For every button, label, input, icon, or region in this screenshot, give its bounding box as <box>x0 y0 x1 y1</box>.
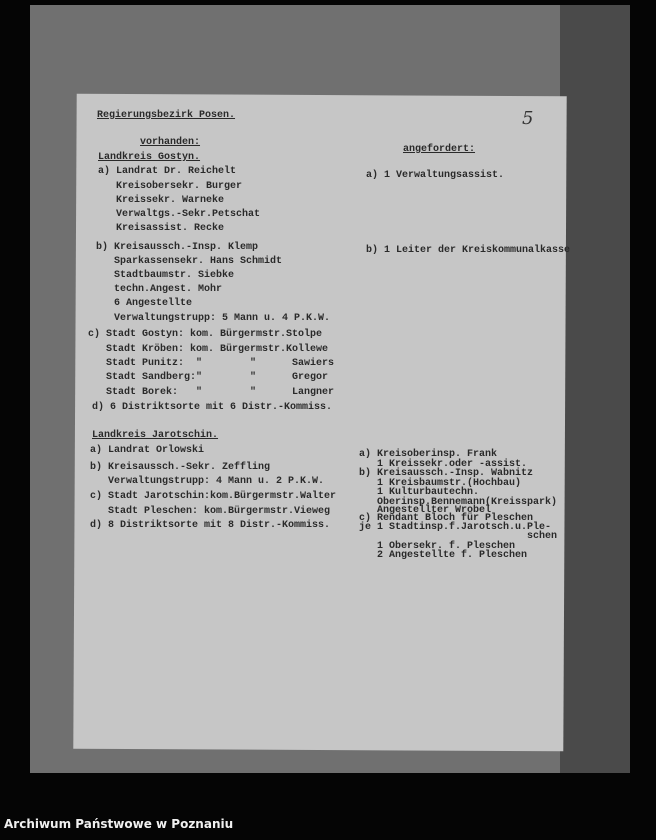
jarotschin-requested-item: 1 Obersekr. f. Pleschen <box>359 541 516 552</box>
gostyn-present-item: Verwaltgs.-Sekr.Petschat <box>98 209 261 220</box>
jarotschin-requested-item: Oberinsp.Bennemann(Kreisspark) <box>359 497 558 508</box>
jarotschin-present-item: a) Landrat Orlowski <box>90 445 205 456</box>
jarotschin-present-item: Stadt Pleschen: kom.Bürgermstr.Vieweg <box>90 506 331 517</box>
gostyn-requested-item: a) 1 Verwaltungsassist. <box>366 170 505 181</box>
jarotschin-requested-item: Angestellter Wrobel <box>359 505 492 516</box>
page-number: 5 <box>522 108 534 129</box>
heading-vorhanden: vorhanden: <box>140 137 201 148</box>
gostyn-present-item: Stadt Borek: " " Langner <box>88 387 335 398</box>
heading-angefordert: angefordert: <box>403 144 476 155</box>
jarotschin-requested-item: schen <box>359 531 558 542</box>
jarotschin-requested-item: 1 Kreissekr.oder -assist. <box>359 459 528 470</box>
jarotschin-present-item: Verwaltungstrupp: 4 Mann u. 2 P.K.W. <box>90 476 325 487</box>
jarotschin-requested-item: 1 Kreisbaumstr.(Hochbau) <box>359 478 522 489</box>
jarotschin-requested-item: b) Kreisaussch.-Insp. Wabnitz <box>359 468 534 479</box>
jarotschin-requested-item: 2 Angestellte f. Pleschen <box>359 550 528 561</box>
gostyn-present-item: Stadt Punitz: " " Sawiers <box>88 358 335 369</box>
gostyn-present-item: d) 6 Distriktsorte mit 6 Distr.-Kommiss. <box>92 402 333 413</box>
gostyn-present-item: Sparkassensekr. Hans Schmidt <box>96 256 283 267</box>
film-shadow <box>560 5 630 773</box>
document-page <box>73 94 566 752</box>
gostyn-present-item: b) Kreisaussch.-Insp. Klemp <box>96 242 259 253</box>
gostyn-present-item: a) Landrat Dr. Reichelt <box>98 166 237 177</box>
jarotschin-requested-item: c) Rendant Bloch für Pleschen <box>359 513 534 524</box>
jarotschin-requested-item: a) Kreisoberinsp. Frank <box>359 449 498 460</box>
gostyn-present-item: Stadtbaumstr. Siebke <box>96 270 235 281</box>
archive-footer: Archiwum Państwowe w Poznaniu <box>4 817 234 831</box>
gostyn-present-item: techn.Angest. Mohr <box>96 284 223 295</box>
gostyn-present-item: Verwaltungstrupp: 5 Mann u. 4 P.K.W. <box>96 313 331 324</box>
jarotschin-present-item: c) Stadt Jarotschin:kom.Bürgermstr.Walter <box>90 491 337 502</box>
gostyn-present-item: Kreisassist. Recke <box>98 223 225 234</box>
section-title-jarotschin: Landkreis Jarotschin. <box>92 430 219 441</box>
jarotschin-present-item: d) 8 Distriktsorte mit 8 Distr.-Kommiss. <box>90 520 331 531</box>
jarotschin-requested-item: 1 Kulturbautechn. <box>359 487 480 498</box>
section-title-gostyn: Landkreis Gostyn. <box>98 152 201 163</box>
gostyn-present-item: Kreisobersekr. Burger <box>98 181 243 192</box>
jarotschin-requested-item: je 1 Stadtinsp.f.Jarotsch.u.Ple- <box>359 522 552 533</box>
jarotschin-present-item: b) Kreisaussch.-Sekr. Zeffling <box>90 462 271 473</box>
gostyn-present-item: Stadt Kröben: kom. Bürgermstr.Kollewe <box>88 344 329 355</box>
gostyn-present-item: Kreissekr. Warneke <box>98 195 225 206</box>
gostyn-present-item: Stadt Sandberg:" " Gregor <box>88 372 329 383</box>
gostyn-present-item: c) Stadt Gostyn: kom. Bürgermstr.Stolpe <box>88 329 323 340</box>
document-title: Regierungsbezirk Posen. <box>97 110 236 121</box>
gostyn-present-item: 6 Angestellte <box>96 298 193 309</box>
gostyn-requested-item: b) 1 Leiter der Kreiskommunalkasse <box>366 245 571 256</box>
